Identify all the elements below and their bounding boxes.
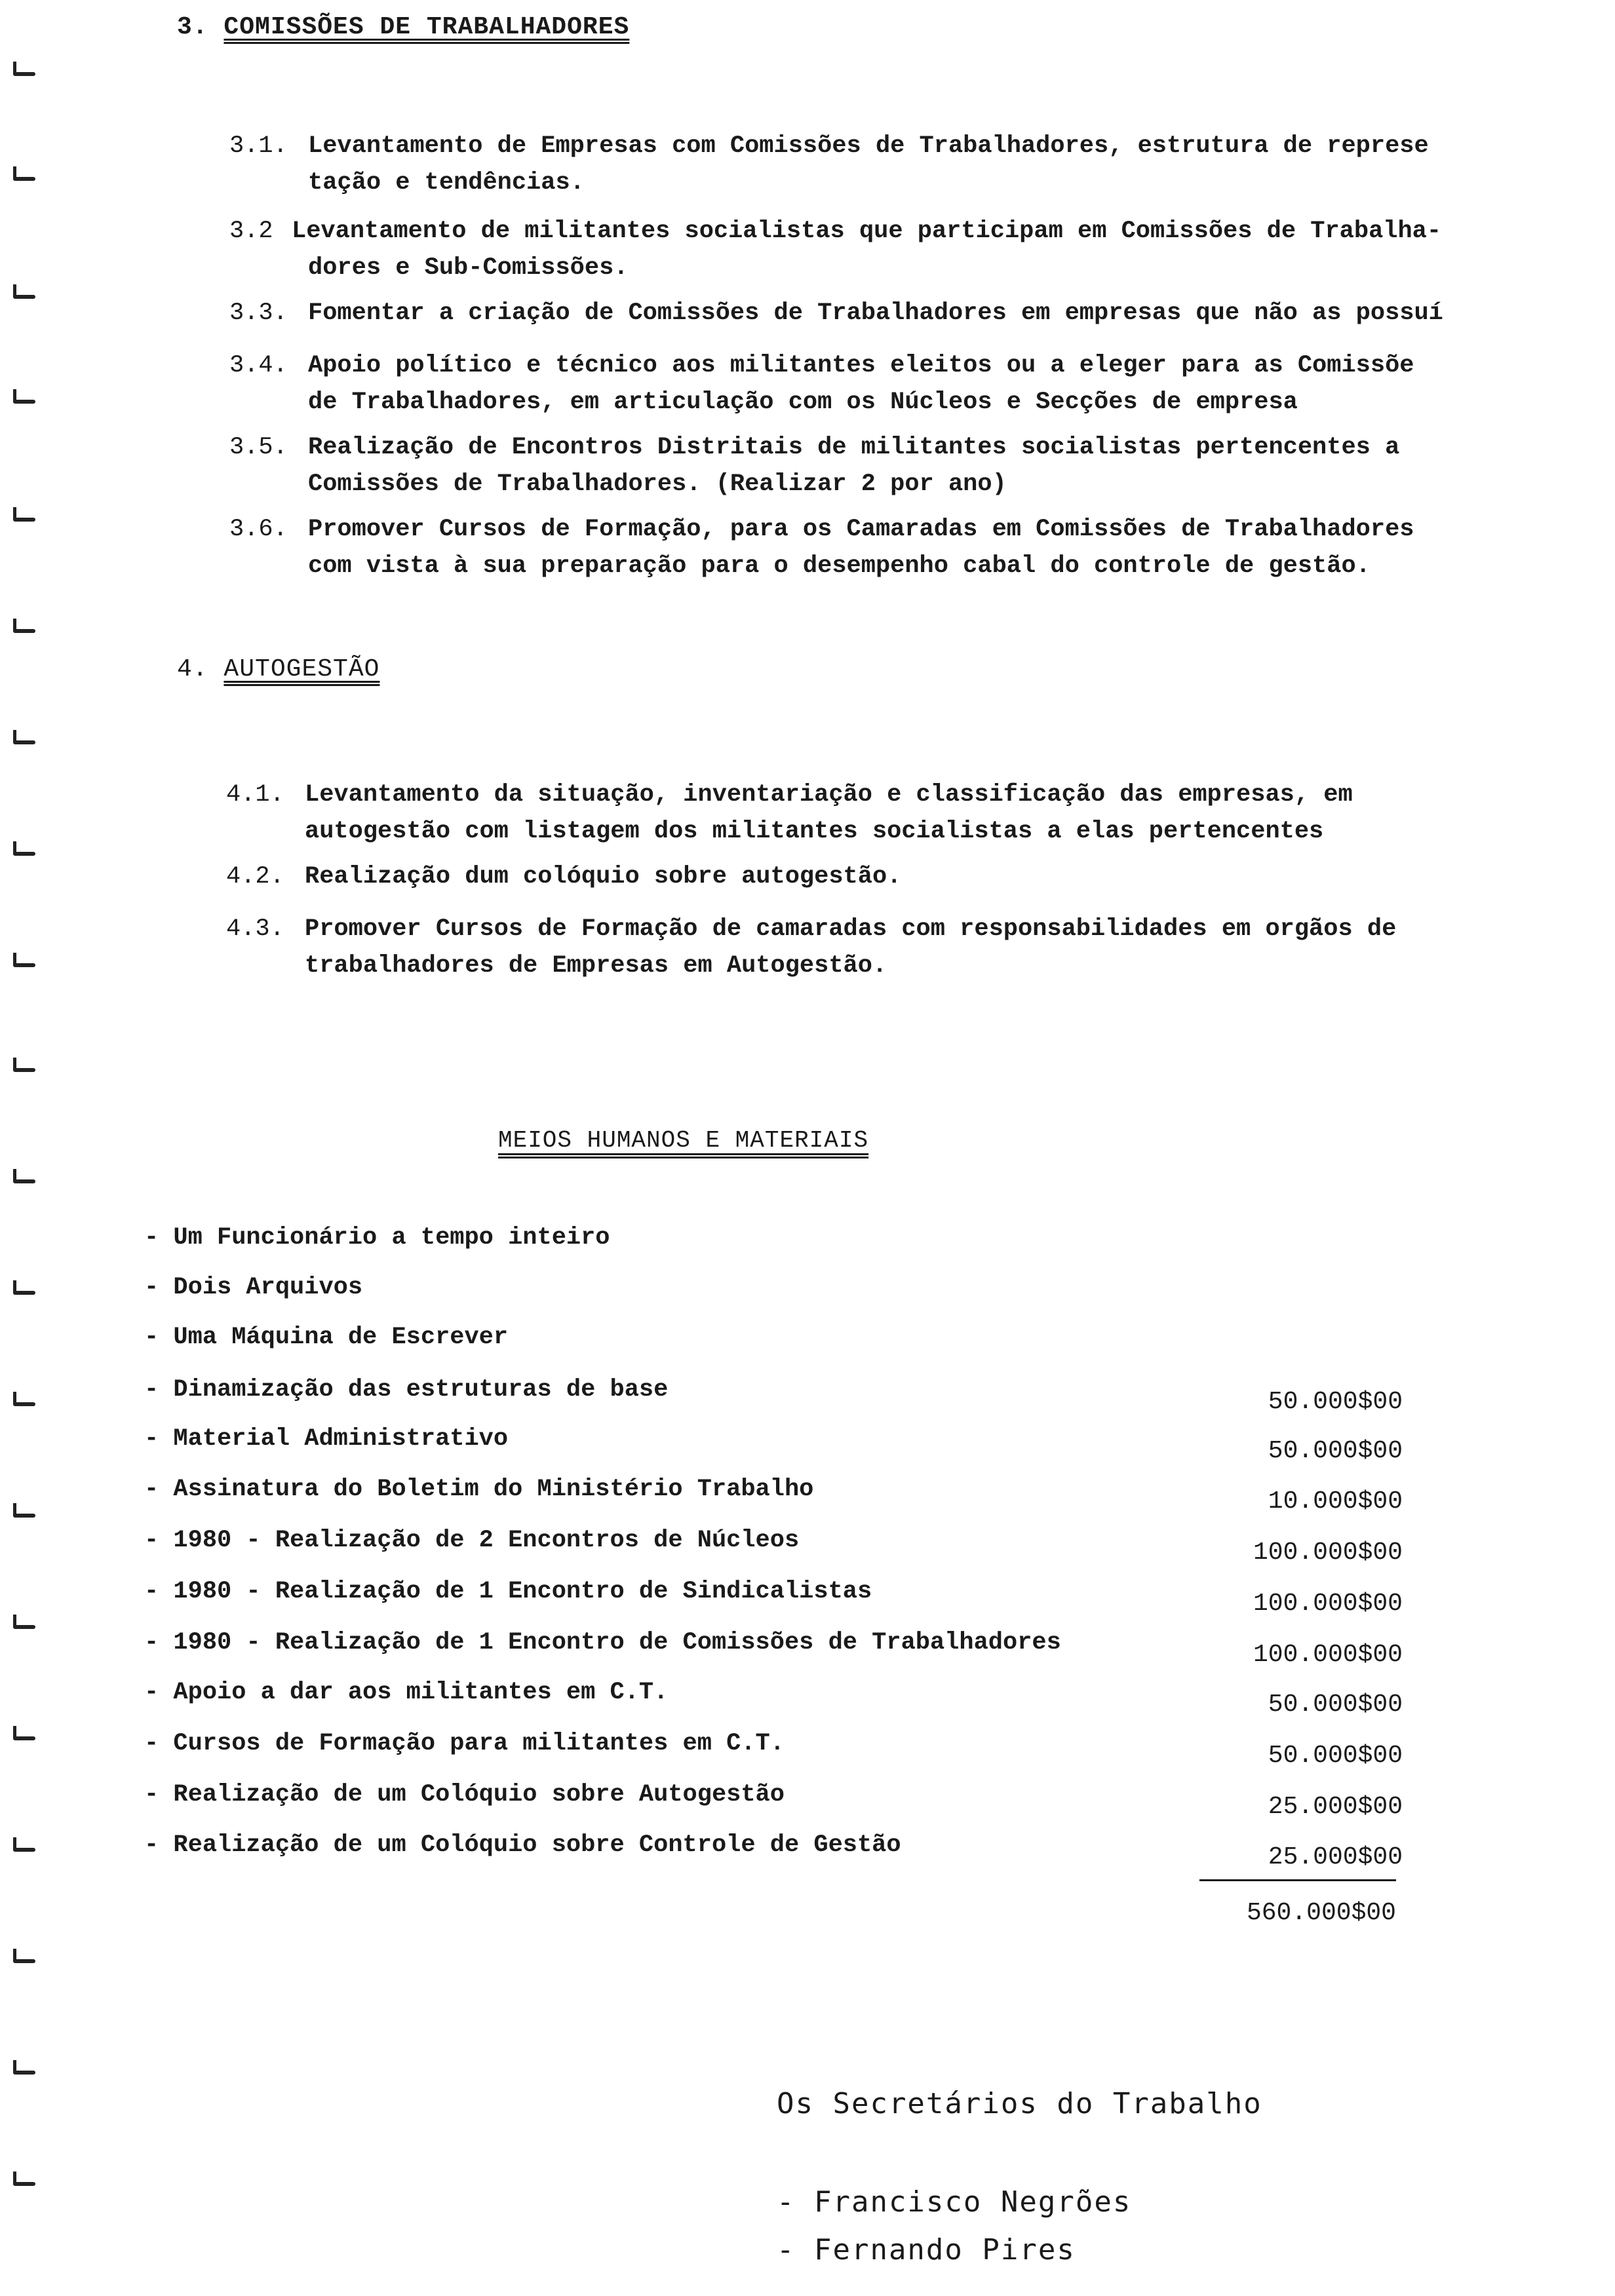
list-item: 3.5. Realização de Encontros Distritais de militantes socialistas pertencentes a Comissões de Trabalhadores. (Realizar 2 por ano) [229,434,1400,498]
section-3-heading [177,13,629,41]
margin-mark [13,1514,35,1518]
resource-row: - 1980 - Realização de 1 Encontro de Comissões de Trabalhadores 100.000$00 [144,1629,1403,1669]
margin-mark [13,629,35,633]
margin-mark [13,852,35,856]
resource-row: - Realização de um Colóquio sobre Controle de Gestão 25.000$00 [144,1831,1403,1871]
section-4-heading [177,655,379,683]
resource-row: - 1980 - Realização de 1 Encontro de Sindicalistas 100.000$00 [144,1578,1403,1618]
list-item: 4.2. Realização dum colóquio sobre autogestão. [226,863,902,890]
margin-mark [13,740,35,744]
list-item: 4.3. Promover Cursos de Formação de camaradas com responsabilidades em orgãos de trabalhadores de Empresas em Autogestão. [226,915,1397,980]
list-item: 3.1. Levantamento de Empresas com Comissões de Trabalhadores, estrutura de represe tação e tendências. [229,132,1429,197]
margin-mark [13,963,35,967]
resource-row: - Um Funcionário a tempo inteiro [144,1224,610,1252]
total-rule [1199,1879,1396,1881]
margin-mark [13,2182,35,2186]
margin-mark [13,518,35,522]
resource-row: - 1980 - Realização de 2 Encontros de Núcleos 100.000$00 [144,1527,1403,1567]
signatory-name: - Fernando Pires [777,2233,1076,2267]
list-item: 3.4. Apoio político e técnico aos militantes eleitos ou a eleger para as Comissõe de Trabalhadores, em articulação com os Núcleos e Secções de empresa [229,352,1414,416]
resource-row: - Cursos de Formação para militantes em C.T. 50.000$00 [144,1730,1403,1770]
section-number: 3. [177,13,208,41]
margin-mark [13,1736,35,1740]
margin-mark [13,400,35,404]
resource-row: - Dinamização das estruturas de base 50.000$00 [144,1376,1403,1416]
resource-row: - Apoio a dar aos militantes em C.T. 50.000$00 [144,1679,1403,1719]
margin-mark [13,1959,35,1963]
list-item: 3.6. Promover Cursos de Formação, para os Camaradas em Comissões de Trabalhadores com vista à sua preparação para o desempenho cabal do controle de gestão. [229,516,1414,580]
margin-mark [13,1179,35,1183]
signature-heading: Os Secretários do Trabalho [777,2087,1262,2120]
resource-row: - Uma Máquina de Escrever [144,1324,509,1351]
margin-mark [13,1848,35,1852]
resource-row: - Material Administrativo 50.000$00 [144,1425,1403,1465]
margin-mark [13,1625,35,1629]
list-item: 3.3. Fomentar a criação de Comissões de Trabalhadores em empresas que não as possuí [229,299,1443,327]
resource-row: - Realização de um Colóquio sobre Autogestão 25.000$00 [144,1781,1403,1821]
resources-title: MEIOS HUMANOS E MATERIAIS [498,1127,869,1154]
section-number: 4. [177,655,208,683]
margin-mark [13,1068,35,1072]
margin-mark [13,2071,35,2075]
margin-mark [13,177,35,181]
signatory-name: - Francisco Negrões [777,2185,1132,2219]
list-item: 4.1. Levantamento da situação, inventariação e classificação das empresas, em autogestão com listagem dos militantes socialistas a elas pertencentes [226,781,1353,845]
section-title: AUTOGESTÃO [224,655,380,683]
resource-row: - Assinatura do Boletim do Ministério Trabalho 10.000$00 [144,1476,1403,1516]
margin-mark [13,72,35,76]
total-amount: 560.000$00 [1246,1899,1396,1927]
margin-mark [13,1291,35,1295]
margin-mark [13,295,35,299]
section-title: COMISSÕES DE TRABALHADORES [224,13,630,41]
margin-mark [13,1402,35,1406]
list-item: 3.2 Levantamento de militantes socialistas que participam em Comissões de Trabalha- dores e Sub-Comissões. [229,218,1442,282]
resource-row: - Dois Arquivos [144,1274,363,1301]
